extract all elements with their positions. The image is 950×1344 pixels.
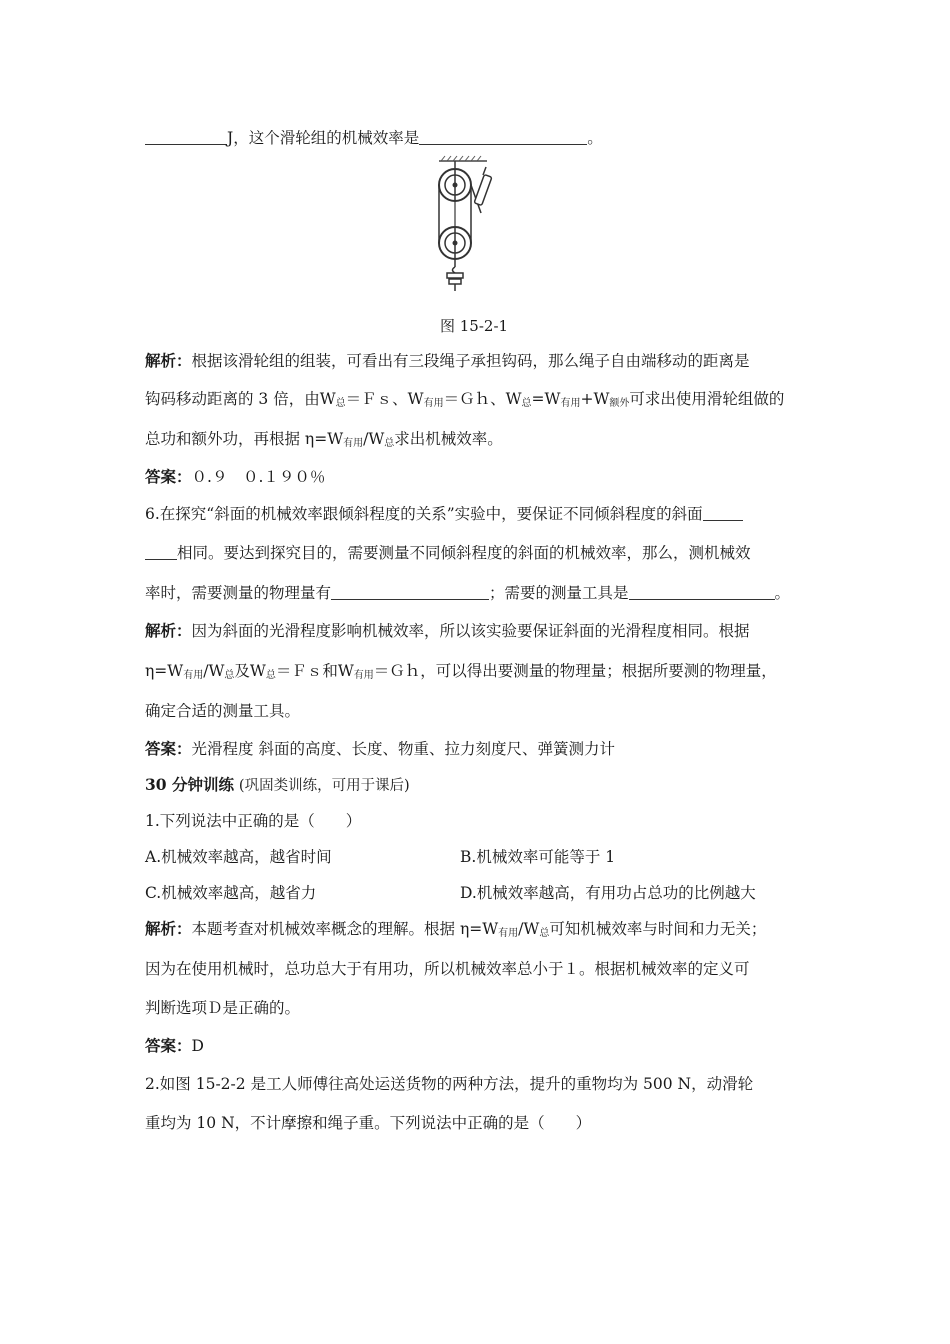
q6-analysis-line3 xyxy=(145,700,300,722)
q6-answer xyxy=(145,738,615,760)
q5-analysis-line1 xyxy=(145,350,750,372)
subscript: 有用 xyxy=(183,670,204,681)
subscript: 额外 xyxy=(609,398,630,409)
q6-analysis-line2 xyxy=(145,660,777,687)
q5-tail-end: 。 xyxy=(587,129,603,147)
analysis-label: 解析： xyxy=(145,351,192,370)
question-text: 率时，需要测量的物理量有 xyxy=(145,584,332,602)
q6-line3 xyxy=(145,582,790,604)
analysis-text: 本题考查对机械效率概念的理解。根据 η=W xyxy=(191,920,499,938)
p1-analysis-line3: 判断选项Ｄ是正确的。 xyxy=(145,999,301,1017)
subscript: 有用 xyxy=(560,398,581,409)
subscript: 有用 xyxy=(498,928,519,939)
subscript: 有用 xyxy=(353,670,374,681)
section-title: 30 分钟训练 xyxy=(145,775,234,794)
subscript: 总 xyxy=(224,670,235,681)
p1-option-b: B.机械效率可能等于 1 xyxy=(460,848,616,866)
answer-label: 答案： xyxy=(145,739,192,758)
question-text: 6.在探究“斜面的机械效率跟倾斜程度的关系”实验中，要保证不同倾斜程度的斜面 xyxy=(145,505,703,523)
section-heading xyxy=(145,774,410,797)
analysis-text: ＝Ｆｓ和W xyxy=(275,662,354,680)
analysis-text: η=W xyxy=(145,662,184,680)
answer-blank xyxy=(145,545,177,560)
subscript: 有用 xyxy=(343,438,364,449)
q5-analysis-line3 xyxy=(145,428,503,455)
p1-option-c: C.机械效率越高，越省力 xyxy=(145,884,317,902)
pulley-figure xyxy=(425,155,495,295)
analysis-text: ＝Ｆｓ、W xyxy=(345,390,424,408)
answer-text: ０.９ ０.１９０％ xyxy=(191,468,326,486)
analysis-text: 确定合适的测量工具。 xyxy=(145,702,301,720)
analysis-text: 可求出使用滑轮组做的 xyxy=(629,390,785,408)
analysis-text: /W xyxy=(363,430,385,448)
analysis-text: ＝Ｇｈ，可以得出要测量的物理量；根据所要测的物理量， xyxy=(373,662,777,680)
subscript: 总 xyxy=(384,438,395,449)
p1-answer xyxy=(145,1035,204,1057)
analysis-text: 根据该滑轮组的组装，可看出有三段绳子承担钩码，那么绳子自由端移动的距离是 xyxy=(191,352,750,370)
p2-line2: 重均为 10 N，不计摩擦和绳子重。下列说法中正确的是（ ） xyxy=(145,1114,592,1132)
p2-line1: 2.如图 15-2-2 是工人师傅往高处运送货物的两种方法，提升的重物均为 500 N，动滑轮 xyxy=(145,1075,754,1093)
analysis-text: 钩码移动距离的 3 倍，由W xyxy=(145,390,336,408)
p1-analysis-line1 xyxy=(145,918,766,945)
analysis-label: 解析： xyxy=(145,621,192,640)
analysis-text: ＝Ｇｈ、W xyxy=(443,390,522,408)
subscript: 有用 xyxy=(423,398,444,409)
p1-option-a: A.机械效率越高，越省时间 xyxy=(145,848,332,866)
answer-blank xyxy=(145,130,227,145)
answer-blank xyxy=(331,585,489,600)
analysis-text: 总功和额外功，再根据 η=W xyxy=(145,430,344,448)
question-text: 。 xyxy=(774,584,791,602)
answer-blank xyxy=(703,506,743,521)
answer-blank xyxy=(629,585,775,600)
question-text: 相同。要达到探究目的，需要测量不同倾斜程度的斜面的机械效率，那么，测机械效 xyxy=(177,544,751,562)
pulley-diagram xyxy=(425,155,495,295)
analysis-text: /W xyxy=(518,920,540,938)
analysis-text: 因为斜面的光滑程度影响机械效率，所以该实验要保证斜面的光滑程度相同。根据 xyxy=(191,622,750,640)
subscript: 总 xyxy=(265,670,276,681)
q6-line2 xyxy=(145,542,751,564)
subscript: 总 xyxy=(539,928,550,939)
section-note: (巩固类训练，可用于课后) xyxy=(238,778,410,794)
analysis-text: 及W xyxy=(234,662,266,680)
q5-analysis-line2 xyxy=(145,388,784,415)
analysis-text: 可知机械效率与时间和力无关； xyxy=(549,920,767,938)
figure-caption: 图 15-2-1 xyxy=(440,317,509,335)
answer-blank xyxy=(419,130,587,145)
analysis-text: /W xyxy=(203,662,225,680)
q5-tail-line xyxy=(145,127,603,149)
analysis-text: =W xyxy=(531,390,561,408)
subscript: 总 xyxy=(521,398,532,409)
p1-option-d: D.机械效率越高，有用功占总功的比例越大 xyxy=(460,884,756,902)
analysis-text: 求出机械效率。 xyxy=(394,430,503,448)
q6-line1 xyxy=(145,503,743,525)
analysis-text: +W xyxy=(580,390,610,408)
answer-label: 答案： xyxy=(145,467,192,486)
p1-analysis-line2: 因为在使用机械时，总功总大于有用功，所以机械效率总小于１。根据机械效率的定义可 xyxy=(145,960,750,978)
answer-label: 答案： xyxy=(145,1036,192,1055)
q5-answer xyxy=(145,466,325,488)
q5-tail-text: J，这个滑轮组的机械效率是 xyxy=(227,129,420,147)
q6-analysis-line1 xyxy=(145,620,750,642)
question-text: ；需要的测量工具是 xyxy=(489,584,629,602)
subscript: 总 xyxy=(335,398,346,409)
answer-text: 光滑程度 斜面的高度、长度、物重、拉力刻度尺、弹簧测力计 xyxy=(191,740,615,758)
analysis-label: 解析： xyxy=(145,919,192,938)
answer-text: D xyxy=(191,1037,204,1055)
p1-stem: 1.下列说法中正确的是（ ） xyxy=(145,812,362,830)
